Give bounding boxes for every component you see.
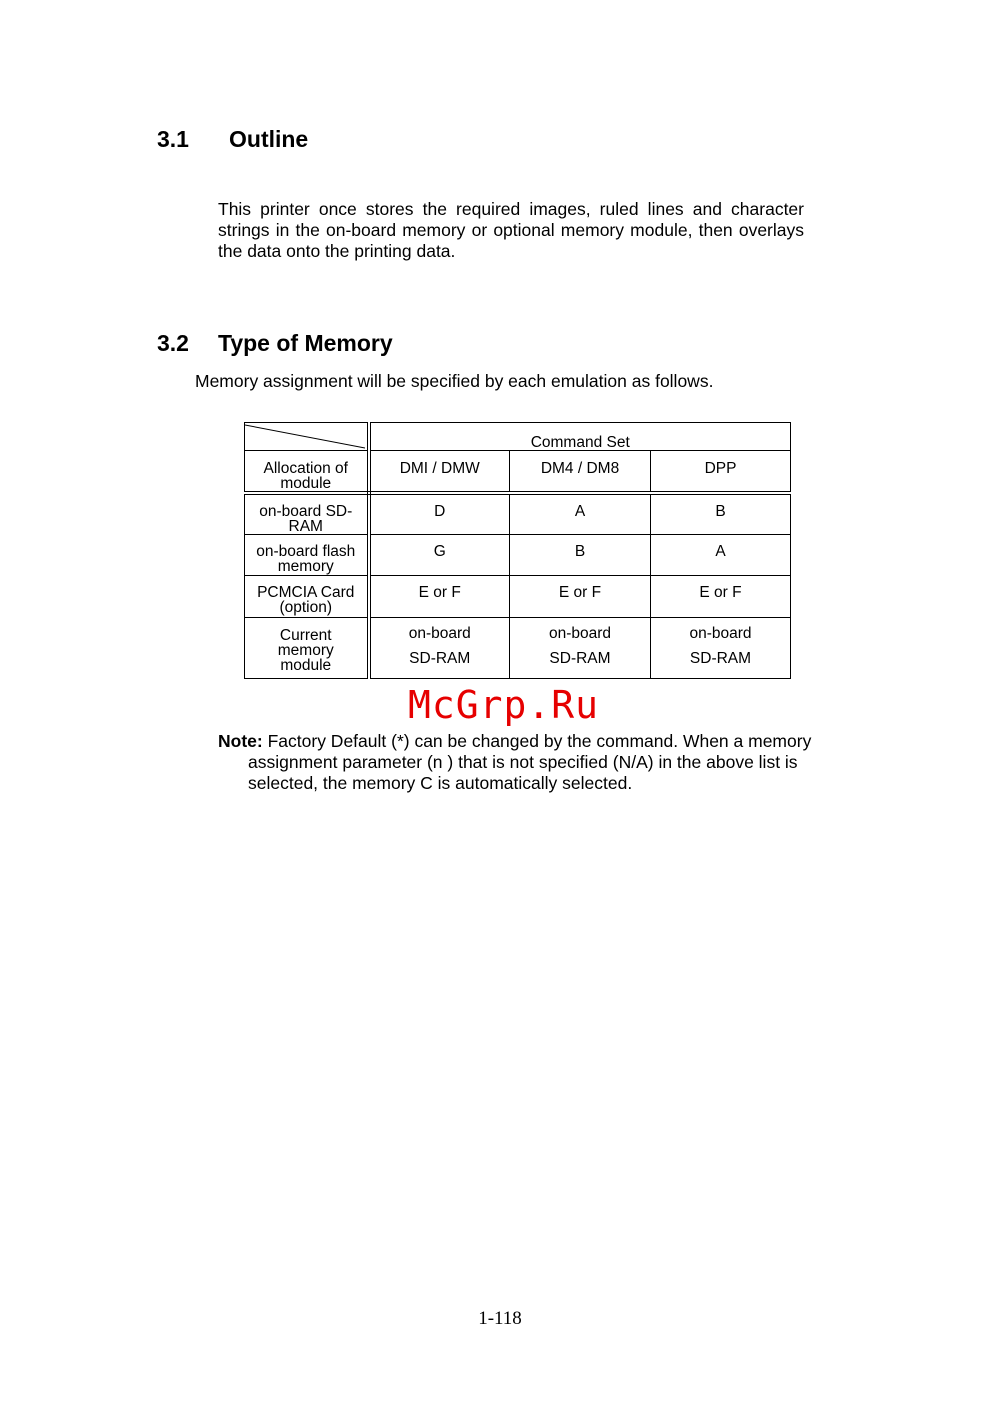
table-cell [651,576,791,618]
table-cell [651,618,791,679]
cell-value: D [434,503,446,520]
section-number-3-2: 3.2 [157,330,189,356]
table-cell [651,493,791,535]
column-header-label: DM4 / DM8 [540,460,620,477]
row-label-cell [245,618,369,679]
cell-value: A [574,503,586,520]
diagonal-corner-cell [245,423,369,451]
cell-value: B [574,543,586,560]
section-number-3-1: 3.1 [157,126,189,152]
note-line-2: assignment parameter (n ) that is not specified (N/A) in the above list is [248,752,798,772]
column-header-label: DPP [704,460,737,477]
table-cell [369,535,510,576]
outline-paragraph: This printer once stores the required images, ruled lines and character strings in the on-board memory or optional memory module, then overlays the data onto the printing data. [218,199,804,261]
cell-value: A [715,543,726,560]
section-title-type-of-memory: Type of Memory [218,330,393,356]
column-header [651,451,791,494]
cell-value: G [433,543,446,560]
row-label-cell [245,493,369,535]
cell-value: on-board SD-RAM [408,625,471,667]
cell-value: on-board SD-RAM [548,625,612,667]
table-row [245,493,791,535]
note-text-1: Factory Default (*) can be changed by the command. When a memory [267,731,812,751]
cell-value: E or F [699,584,742,601]
table-cell [369,493,510,535]
table-cell [369,618,510,679]
allocation-of-module-label: Allocation of module [263,460,348,492]
row-label: on-board SD-RAM [259,503,353,535]
column-header [510,451,651,494]
table-header-row-1 [245,423,791,451]
cell-value: B [715,503,726,520]
note-line-1 [218,731,811,752]
table-cell [510,618,651,679]
table-row [245,618,791,679]
row-label: Current memory module [277,627,334,674]
table-row [245,535,791,576]
table-row [245,576,791,618]
table-cell [369,576,510,618]
cell-value: E or F [418,584,461,601]
diagonal-line [245,423,365,450]
memory-intro-text: Memory assignment will be specified by each emulation as follows. [195,371,714,391]
row-label-cell [245,535,369,576]
command-set-header [369,423,791,451]
note-line-3: selected, the memory C is automatically selected. [248,773,633,793]
section-title-outline: Outline [229,126,309,152]
cell-value: E or F [558,584,602,601]
row-label: PCMCIA Card (option) [257,584,355,616]
table-cell [510,493,651,535]
row-header-label-cell [245,451,369,494]
page-number: 1-118 [478,1308,522,1329]
column-header-label: DMI / DMW [399,460,480,477]
table-cell [510,576,651,618]
row-label-cell [245,576,369,618]
command-set-label: Command Set [530,434,630,451]
watermark-text: McGrp.Ru [408,683,600,727]
note-label: Note: [218,731,263,751]
table-header-row-2 [245,451,791,494]
table-cell [510,535,651,576]
column-header [369,451,510,494]
cell-value: on-board SD-RAM [689,625,752,667]
memory-assignment-table [244,422,791,679]
row-label: on-board flash memory [256,543,356,575]
table-cell [651,535,791,576]
